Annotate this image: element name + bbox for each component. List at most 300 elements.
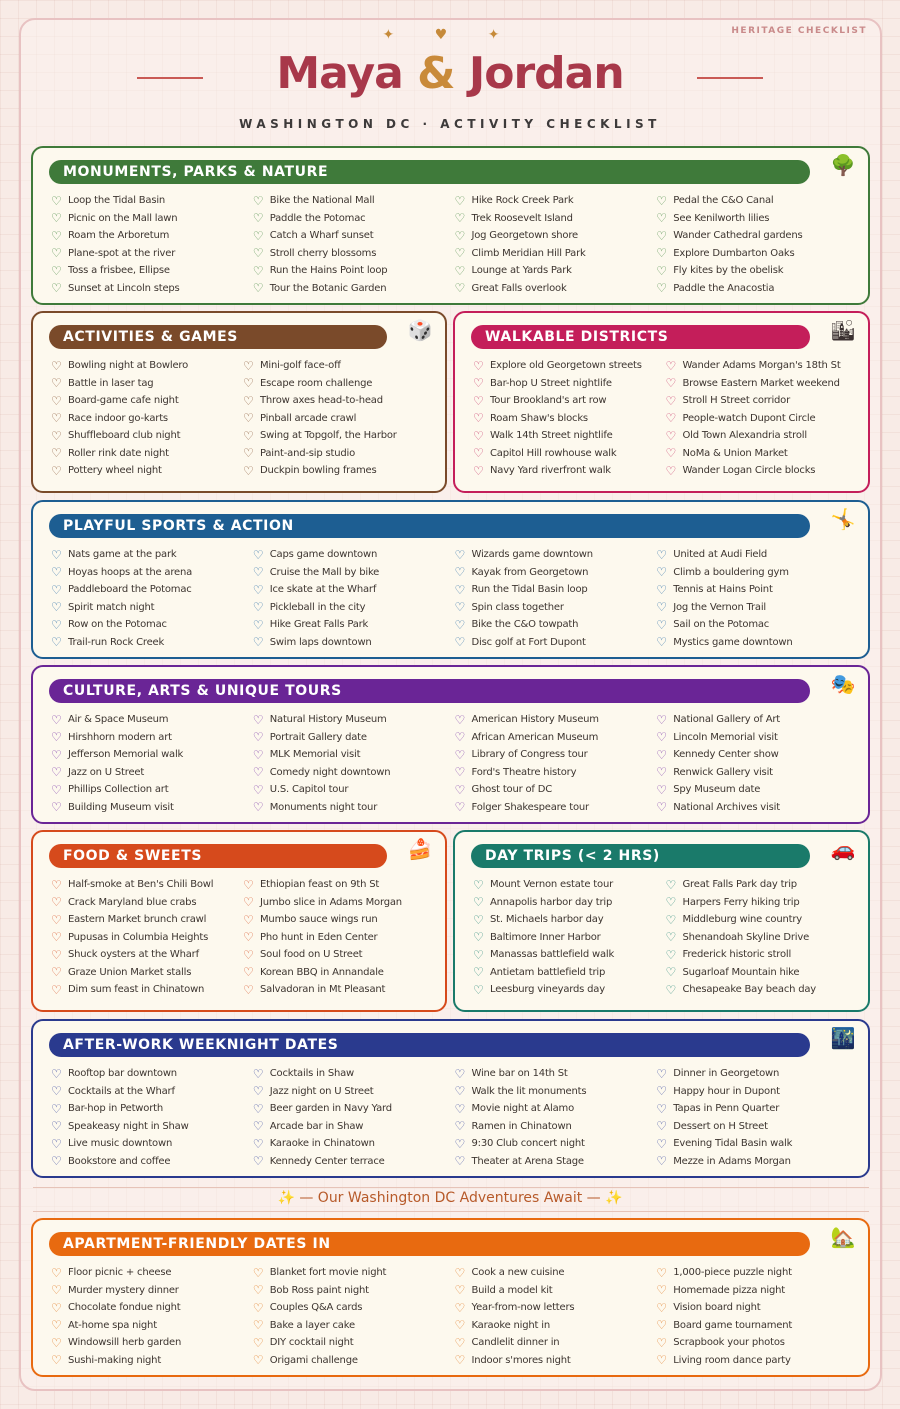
checklist-item[interactable] [656, 799, 858, 817]
heart-checkbox-icon[interactable]: ♡ [51, 712, 62, 727]
heart-checkbox-icon[interactable]: ♡ [656, 635, 668, 650]
heart-checkbox-icon[interactable]: ♡ [656, 617, 668, 632]
checklist-item[interactable] [51, 1153, 253, 1171]
checklist-item[interactable] [656, 546, 858, 564]
heart-checkbox-icon[interactable]: ♡ [51, 393, 62, 408]
checklist-item[interactable] [666, 876, 859, 894]
heart-checkbox-icon[interactable]: ♡ [51, 565, 62, 580]
heart-checkbox-icon[interactable]: ♡ [252, 1154, 264, 1169]
checklist-item[interactable] [666, 929, 859, 947]
heart-checkbox-icon[interactable]: ♡ [454, 800, 466, 815]
checklist-item[interactable] [51, 981, 243, 999]
heart-checkbox-icon[interactable]: ♡ [252, 1101, 264, 1116]
checklist-item[interactable] [51, 210, 253, 228]
checklist-item[interactable] [473, 894, 666, 912]
heart-checkbox-icon[interactable]: ♡ [656, 730, 668, 745]
checklist-item[interactable] [656, 1153, 858, 1171]
checklist-item[interactable] [666, 894, 859, 912]
checklist-item[interactable] [51, 1352, 253, 1370]
heart-checkbox-icon[interactable]: ♡ [51, 428, 62, 443]
checklist-item[interactable] [243, 964, 435, 982]
checklist-item[interactable] [455, 564, 657, 582]
checklist-item[interactable] [243, 911, 435, 929]
heart-checkbox-icon[interactable]: ♡ [454, 228, 466, 243]
heart-checkbox-icon[interactable]: ♡ [51, 263, 62, 278]
checklist-item[interactable] [656, 764, 858, 782]
checklist-item[interactable] [455, 1135, 657, 1153]
heart-checkbox-icon[interactable]: ♡ [656, 1318, 668, 1333]
heart-checkbox-icon[interactable]: ♡ [252, 1066, 264, 1081]
heart-checkbox-icon[interactable]: ♡ [656, 228, 668, 243]
heart-checkbox-icon[interactable]: ♡ [252, 1265, 264, 1280]
checklist-item[interactable] [243, 392, 435, 410]
checklist-item[interactable] [253, 799, 455, 817]
checklist-item[interactable] [51, 894, 243, 912]
heart-checkbox-icon[interactable]: ♡ [665, 982, 677, 997]
checklist-item[interactable] [243, 946, 435, 964]
heart-checkbox-icon[interactable]: ♡ [243, 446, 254, 461]
heart-checkbox-icon[interactable]: ♡ [473, 895, 484, 910]
checklist-item[interactable] [656, 634, 858, 652]
heart-checkbox-icon[interactable]: ♡ [665, 376, 677, 391]
heart-checkbox-icon[interactable]: ♡ [665, 912, 677, 927]
heart-checkbox-icon[interactable]: ♡ [51, 782, 62, 797]
checklist-item[interactable] [455, 227, 657, 245]
heart-checkbox-icon[interactable]: ♡ [51, 800, 62, 815]
checklist-item[interactable] [253, 1118, 455, 1136]
heart-checkbox-icon[interactable]: ♡ [454, 1101, 466, 1116]
heart-checkbox-icon[interactable]: ♡ [454, 246, 466, 261]
heart-checkbox-icon[interactable]: ♡ [454, 1066, 466, 1081]
heart-checkbox-icon[interactable]: ♡ [473, 376, 484, 391]
checklist-item[interactable] [243, 981, 435, 999]
checklist-item[interactable] [656, 1282, 858, 1300]
heart-checkbox-icon[interactable]: ♡ [51, 446, 62, 461]
checklist-item[interactable] [656, 1264, 858, 1282]
checklist-item[interactable] [51, 262, 253, 280]
heart-checkbox-icon[interactable]: ♡ [51, 1265, 62, 1280]
checklist-item[interactable] [656, 1352, 858, 1370]
heart-checkbox-icon[interactable]: ♡ [51, 982, 62, 997]
checklist-item[interactable] [455, 1083, 657, 1101]
checklist-item[interactable] [51, 357, 243, 375]
heart-checkbox-icon[interactable]: ♡ [252, 246, 264, 261]
heart-checkbox-icon[interactable]: ♡ [473, 393, 484, 408]
heart-checkbox-icon[interactable]: ♡ [454, 730, 466, 745]
heart-checkbox-icon[interactable]: ♡ [51, 1066, 62, 1081]
heart-checkbox-icon[interactable]: ♡ [473, 877, 484, 892]
heart-checkbox-icon[interactable]: ♡ [51, 1136, 62, 1151]
heart-checkbox-icon[interactable]: ♡ [665, 463, 677, 478]
heart-checkbox-icon[interactable]: ♡ [656, 712, 668, 727]
checklist-item[interactable] [253, 1317, 455, 1335]
heart-checkbox-icon[interactable]: ♡ [51, 1353, 62, 1368]
heart-checkbox-icon[interactable]: ♡ [656, 1136, 668, 1151]
checklist-item[interactable] [656, 210, 858, 228]
checklist-item[interactable] [51, 1065, 253, 1083]
checklist-item[interactable] [243, 929, 435, 947]
checklist-item[interactable] [455, 280, 657, 298]
heart-checkbox-icon[interactable]: ♡ [656, 1119, 668, 1134]
heart-checkbox-icon[interactable]: ♡ [656, 263, 668, 278]
checklist-item[interactable] [51, 876, 243, 894]
checklist-item[interactable] [666, 427, 859, 445]
heart-checkbox-icon[interactable]: ♡ [656, 1265, 668, 1280]
heart-checkbox-icon[interactable]: ♡ [252, 1318, 264, 1333]
checklist-item[interactable] [253, 729, 455, 747]
checklist-item[interactable] [455, 599, 657, 617]
heart-checkbox-icon[interactable]: ♡ [665, 446, 677, 461]
checklist-item[interactable] [51, 964, 243, 982]
heart-checkbox-icon[interactable]: ♡ [665, 930, 677, 945]
checklist-item[interactable] [656, 564, 858, 582]
heart-checkbox-icon[interactable]: ♡ [51, 1119, 62, 1134]
checklist-item[interactable] [666, 964, 859, 982]
checklist-item[interactable] [253, 227, 455, 245]
checklist-item[interactable] [455, 1153, 657, 1171]
heart-checkbox-icon[interactable]: ♡ [243, 982, 254, 997]
heart-checkbox-icon[interactable]: ♡ [51, 635, 62, 650]
heart-checkbox-icon[interactable]: ♡ [454, 712, 466, 727]
checklist-item[interactable] [51, 781, 253, 799]
heart-checkbox-icon[interactable]: ♡ [51, 1283, 62, 1298]
checklist-item[interactable] [455, 781, 657, 799]
checklist-item[interactable] [473, 375, 666, 393]
checklist-item[interactable] [473, 357, 666, 375]
checklist-item[interactable] [51, 1264, 253, 1282]
checklist-item[interactable] [473, 392, 666, 410]
checklist-item[interactable] [455, 1317, 657, 1335]
heart-checkbox-icon[interactable]: ♡ [252, 281, 264, 296]
checklist-item[interactable] [51, 929, 243, 947]
heart-checkbox-icon[interactable]: ♡ [252, 800, 264, 815]
heart-checkbox-icon[interactable]: ♡ [454, 782, 466, 797]
checklist-item[interactable] [666, 981, 859, 999]
heart-checkbox-icon[interactable]: ♡ [243, 965, 254, 980]
checklist-item[interactable] [455, 711, 657, 729]
heart-checkbox-icon[interactable]: ♡ [243, 358, 254, 373]
checklist-item[interactable] [253, 1135, 455, 1153]
heart-checkbox-icon[interactable]: ♡ [454, 635, 466, 650]
checklist-item[interactable] [656, 262, 858, 280]
heart-checkbox-icon[interactable]: ♡ [51, 358, 62, 373]
checklist-item[interactable] [656, 1334, 858, 1352]
checklist-item[interactable] [666, 462, 859, 480]
checklist-item[interactable] [51, 1334, 253, 1352]
heart-checkbox-icon[interactable]: ♡ [454, 211, 466, 226]
heart-checkbox-icon[interactable]: ♡ [473, 428, 484, 443]
checklist-item[interactable] [243, 427, 435, 445]
heart-checkbox-icon[interactable]: ♡ [252, 228, 264, 243]
heart-checkbox-icon[interactable]: ♡ [252, 211, 264, 226]
checklist-item[interactable] [455, 192, 657, 210]
heart-checkbox-icon[interactable]: ♡ [473, 965, 484, 980]
checklist-item[interactable] [253, 599, 455, 617]
heart-checkbox-icon[interactable]: ♡ [252, 782, 264, 797]
heart-checkbox-icon[interactable]: ♡ [252, 1084, 264, 1099]
heart-checkbox-icon[interactable]: ♡ [252, 1300, 264, 1315]
heart-checkbox-icon[interactable]: ♡ [51, 600, 62, 615]
checklist-item[interactable] [253, 764, 455, 782]
checklist-item[interactable] [455, 746, 657, 764]
heart-checkbox-icon[interactable]: ♡ [656, 582, 668, 597]
heart-checkbox-icon[interactable]: ♡ [51, 617, 62, 632]
heart-checkbox-icon[interactable]: ♡ [656, 281, 668, 296]
checklist-item[interactable] [51, 227, 253, 245]
heart-checkbox-icon[interactable]: ♡ [454, 765, 466, 780]
checklist-item[interactable] [51, 1118, 253, 1136]
checklist-item[interactable] [455, 799, 657, 817]
heart-checkbox-icon[interactable]: ♡ [252, 1119, 264, 1134]
checklist-item[interactable] [253, 1100, 455, 1118]
heart-checkbox-icon[interactable]: ♡ [454, 1353, 466, 1368]
heart-checkbox-icon[interactable]: ♡ [656, 1353, 668, 1368]
checklist-item[interactable] [455, 245, 657, 263]
checklist-item[interactable] [656, 280, 858, 298]
checklist-item[interactable] [666, 445, 859, 463]
heart-checkbox-icon[interactable]: ♡ [454, 1119, 466, 1134]
checklist-item[interactable] [656, 192, 858, 210]
checklist-item[interactable] [455, 764, 657, 782]
heart-checkbox-icon[interactable]: ♡ [656, 782, 668, 797]
checklist-item[interactable] [51, 764, 253, 782]
heart-checkbox-icon[interactable]: ♡ [51, 211, 62, 226]
heart-checkbox-icon[interactable]: ♡ [473, 930, 484, 945]
heart-checkbox-icon[interactable]: ♡ [252, 1353, 264, 1368]
checklist-item[interactable] [656, 1083, 858, 1101]
heart-checkbox-icon[interactable]: ♡ [243, 376, 254, 391]
checklist-item[interactable] [253, 746, 455, 764]
heart-checkbox-icon[interactable]: ♡ [243, 947, 254, 962]
checklist-item[interactable] [253, 192, 455, 210]
checklist-item[interactable] [253, 1065, 455, 1083]
checklist-item[interactable] [455, 1299, 657, 1317]
checklist-item[interactable] [51, 711, 253, 729]
checklist-item[interactable] [253, 280, 455, 298]
checklist-item[interactable] [51, 564, 253, 582]
checklist-item[interactable] [51, 946, 243, 964]
heart-checkbox-icon[interactable]: ♡ [252, 1335, 264, 1350]
heart-checkbox-icon[interactable]: ♡ [665, 358, 677, 373]
checklist-item[interactable] [51, 410, 243, 428]
checklist-item[interactable] [455, 1264, 657, 1282]
checklist-item[interactable] [51, 392, 243, 410]
heart-checkbox-icon[interactable]: ♡ [454, 747, 466, 762]
heart-checkbox-icon[interactable]: ♡ [473, 912, 484, 927]
heart-checkbox-icon[interactable]: ♡ [454, 617, 466, 632]
heart-checkbox-icon[interactable]: ♡ [656, 1154, 668, 1169]
checklist-item[interactable] [473, 911, 666, 929]
checklist-item[interactable] [253, 711, 455, 729]
heart-checkbox-icon[interactable]: ♡ [252, 765, 264, 780]
checklist-item[interactable] [455, 616, 657, 634]
checklist-item[interactable] [243, 375, 435, 393]
heart-checkbox-icon[interactable]: ♡ [656, 1300, 668, 1315]
checklist-item[interactable] [253, 1299, 455, 1317]
checklist-item[interactable] [473, 427, 666, 445]
checklist-item[interactable] [455, 634, 657, 652]
heart-checkbox-icon[interactable]: ♡ [473, 411, 484, 426]
checklist-item[interactable] [51, 546, 253, 564]
heart-checkbox-icon[interactable]: ♡ [454, 1154, 466, 1169]
heart-checkbox-icon[interactable]: ♡ [656, 1335, 668, 1350]
heart-checkbox-icon[interactable]: ♡ [252, 730, 264, 745]
heart-checkbox-icon[interactable]: ♡ [243, 393, 254, 408]
heart-checkbox-icon[interactable]: ♡ [51, 765, 62, 780]
heart-checkbox-icon[interactable]: ♡ [665, 393, 677, 408]
checklist-item[interactable] [656, 1317, 858, 1335]
checklist-item[interactable] [253, 781, 455, 799]
checklist-item[interactable] [656, 746, 858, 764]
checklist-item[interactable] [253, 564, 455, 582]
heart-checkbox-icon[interactable]: ♡ [454, 1318, 466, 1333]
checklist-item[interactable] [51, 911, 243, 929]
heart-checkbox-icon[interactable]: ♡ [51, 463, 62, 478]
checklist-item[interactable] [656, 599, 858, 617]
heart-checkbox-icon[interactable]: ♡ [473, 947, 484, 962]
checklist-item[interactable] [51, 581, 253, 599]
checklist-item[interactable] [253, 546, 455, 564]
checklist-item[interactable] [51, 375, 243, 393]
heart-checkbox-icon[interactable]: ♡ [51, 877, 62, 892]
heart-checkbox-icon[interactable]: ♡ [51, 895, 62, 910]
checklist-item[interactable] [51, 729, 253, 747]
checklist-item[interactable] [253, 1083, 455, 1101]
heart-checkbox-icon[interactable]: ♡ [656, 600, 668, 615]
heart-checkbox-icon[interactable]: ♡ [243, 895, 254, 910]
checklist-item[interactable] [51, 634, 253, 652]
heart-checkbox-icon[interactable]: ♡ [243, 411, 254, 426]
heart-checkbox-icon[interactable]: ♡ [252, 582, 264, 597]
checklist-item[interactable] [455, 1065, 657, 1083]
checklist-item[interactable] [455, 1118, 657, 1136]
checklist-item[interactable] [51, 280, 253, 298]
heart-checkbox-icon[interactable]: ♡ [454, 600, 466, 615]
checklist-item[interactable] [253, 262, 455, 280]
heart-checkbox-icon[interactable]: ♡ [252, 547, 264, 562]
checklist-item[interactable] [455, 546, 657, 564]
checklist-item[interactable] [473, 981, 666, 999]
checklist-item[interactable] [473, 929, 666, 947]
heart-checkbox-icon[interactable]: ♡ [51, 1335, 62, 1350]
heart-checkbox-icon[interactable]: ♡ [656, 1084, 668, 1099]
heart-checkbox-icon[interactable]: ♡ [665, 428, 677, 443]
checklist-item[interactable] [51, 192, 253, 210]
checklist-item[interactable] [51, 245, 253, 263]
checklist-item[interactable] [656, 711, 858, 729]
checklist-item[interactable] [656, 581, 858, 599]
heart-checkbox-icon[interactable]: ♡ [252, 565, 264, 580]
checklist-item[interactable] [243, 445, 435, 463]
checklist-item[interactable] [253, 245, 455, 263]
heart-checkbox-icon[interactable]: ♡ [473, 982, 484, 997]
checklist-item[interactable] [455, 262, 657, 280]
checklist-item[interactable] [253, 1282, 455, 1300]
checklist-item[interactable] [656, 1299, 858, 1317]
checklist-item[interactable] [656, 781, 858, 799]
checklist-item[interactable] [455, 1282, 657, 1300]
checklist-item[interactable] [666, 392, 859, 410]
heart-checkbox-icon[interactable]: ♡ [243, 463, 254, 478]
heart-checkbox-icon[interactable]: ♡ [51, 947, 62, 962]
checklist-item[interactable] [51, 616, 253, 634]
heart-checkbox-icon[interactable]: ♡ [51, 730, 62, 745]
checklist-item[interactable] [51, 445, 243, 463]
heart-checkbox-icon[interactable]: ♡ [473, 446, 484, 461]
heart-checkbox-icon[interactable]: ♡ [454, 1136, 466, 1151]
heart-checkbox-icon[interactable]: ♡ [656, 211, 668, 226]
checklist-item[interactable] [243, 462, 435, 480]
checklist-item[interactable] [656, 1135, 858, 1153]
checklist-item[interactable] [455, 581, 657, 599]
heart-checkbox-icon[interactable]: ♡ [656, 747, 668, 762]
checklist-item[interactable] [473, 410, 666, 428]
heart-checkbox-icon[interactable]: ♡ [473, 463, 484, 478]
heart-checkbox-icon[interactable]: ♡ [454, 281, 466, 296]
checklist-item[interactable] [473, 876, 666, 894]
checklist-item[interactable] [253, 1153, 455, 1171]
checklist-item[interactable] [455, 1334, 657, 1352]
heart-checkbox-icon[interactable]: ♡ [51, 1154, 62, 1169]
checklist-item[interactable] [253, 581, 455, 599]
heart-checkbox-icon[interactable]: ♡ [454, 1335, 466, 1350]
checklist-item[interactable] [253, 1352, 455, 1370]
heart-checkbox-icon[interactable]: ♡ [454, 547, 466, 562]
heart-checkbox-icon[interactable]: ♡ [656, 193, 668, 208]
heart-checkbox-icon[interactable]: ♡ [656, 246, 668, 261]
heart-checkbox-icon[interactable]: ♡ [252, 193, 264, 208]
heart-checkbox-icon[interactable]: ♡ [656, 765, 668, 780]
checklist-item[interactable] [656, 1065, 858, 1083]
heart-checkbox-icon[interactable]: ♡ [51, 965, 62, 980]
heart-checkbox-icon[interactable]: ♡ [51, 747, 62, 762]
checklist-item[interactable] [455, 1352, 657, 1370]
heart-checkbox-icon[interactable]: ♡ [252, 747, 264, 762]
checklist-item[interactable] [51, 1299, 253, 1317]
heart-checkbox-icon[interactable]: ♡ [51, 193, 62, 208]
checklist-item[interactable] [243, 876, 435, 894]
checklist-item[interactable] [51, 746, 253, 764]
checklist-item[interactable] [656, 1118, 858, 1136]
heart-checkbox-icon[interactable]: ♡ [243, 930, 254, 945]
checklist-item[interactable] [455, 729, 657, 747]
heart-checkbox-icon[interactable]: ♡ [656, 565, 668, 580]
checklist-item[interactable] [243, 410, 435, 428]
heart-checkbox-icon[interactable]: ♡ [252, 1136, 264, 1151]
heart-checkbox-icon[interactable]: ♡ [51, 582, 62, 597]
checklist-item[interactable] [656, 227, 858, 245]
checklist-item[interactable] [253, 634, 455, 652]
heart-checkbox-icon[interactable]: ♡ [454, 582, 466, 597]
heart-checkbox-icon[interactable]: ♡ [656, 547, 668, 562]
checklist-item[interactable] [51, 599, 253, 617]
checklist-item[interactable] [253, 1334, 455, 1352]
heart-checkbox-icon[interactable]: ♡ [454, 1265, 466, 1280]
checklist-item[interactable] [666, 357, 859, 375]
heart-checkbox-icon[interactable]: ♡ [51, 1318, 62, 1333]
checklist-item[interactable] [253, 210, 455, 228]
heart-checkbox-icon[interactable]: ♡ [243, 877, 254, 892]
checklist-item[interactable] [51, 799, 253, 817]
heart-checkbox-icon[interactable]: ♡ [454, 1283, 466, 1298]
heart-checkbox-icon[interactable]: ♡ [454, 263, 466, 278]
checklist-item[interactable] [51, 1317, 253, 1335]
heart-checkbox-icon[interactable]: ♡ [243, 912, 254, 927]
heart-checkbox-icon[interactable]: ♡ [656, 800, 668, 815]
heart-checkbox-icon[interactable]: ♡ [252, 635, 264, 650]
checklist-item[interactable] [243, 894, 435, 912]
heart-checkbox-icon[interactable]: ♡ [665, 947, 677, 962]
